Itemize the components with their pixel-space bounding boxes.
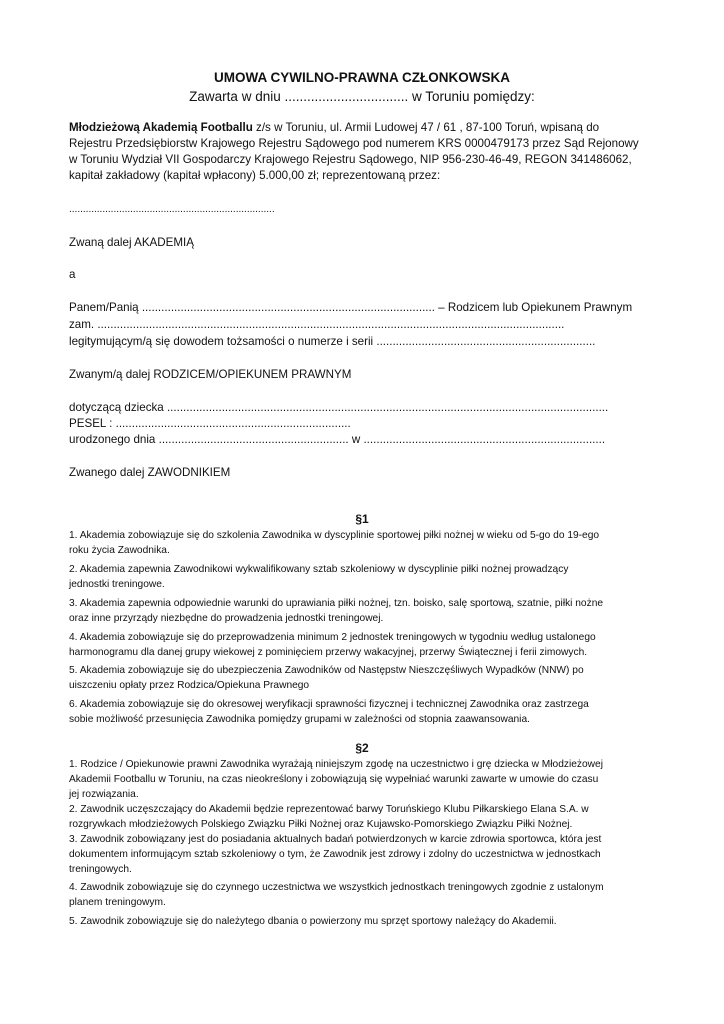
section-2-item-3 — [69, 832, 601, 877]
item-line: 4. Zawodnik zobowiązuje się do czynnego uczestnictwa we wszystkich jednostkach treningowych zgodnie z ustalonym — [69, 882, 604, 893]
item-line: dokumentem informującym sztab szkoleniowy o tym, że Zawodnik jest zdrowy i zdolny do uczestnictwa w jednostkach — [69, 849, 601, 860]
item-line: 3. Zawodnik zobowiązany jest do posiadania aktualnych badań potwierdzonych w karcie zdrowia sportowca, która jest — [69, 834, 602, 845]
player-label: Zwanego dalej ZAWODNIKIEM — [69, 466, 231, 479]
parent-id-line: legitymującym/ą się dowodem tożsamości o numerze i serii .................................................................... — [69, 335, 596, 348]
header-line-1-rest: z/s w Toruniu, ul. Armii Ludowej 47 / 61 , 87-100 Toruń, wpisaną do — [252, 121, 600, 134]
section-1-heading: §1 — [355, 512, 369, 526]
header-line-3: w Toruniu Wydział VII Gospodarczy Krajowego Rejestru Sądowego, NIP 956-230-46-49, REGON 341486062, — [69, 153, 632, 166]
item-line: roku życia Zawodnika. — [69, 545, 170, 556]
section-1-item-2 — [69, 562, 568, 592]
section-1-item-4 — [69, 630, 596, 660]
item-line: 1. Akademia zobowiązuje się do szkolenia Zawodnika w dyscyplinie sportowej piłki nożnej w wieku od 5-go do 19-ego — [69, 530, 600, 541]
item-line: sobie możliwość przesunięcia Zawodnika pomiędzy grupami w zależności od stopnia zaawansowania. — [69, 714, 530, 725]
item-line: treningowych. — [69, 864, 132, 875]
section-2-item-2 — [69, 802, 589, 832]
representative-line: .......................................................................... — [69, 204, 275, 215]
item-line: 6. Akademia zobowiązuje się do okresowej weryfikacji sprawności fizycznej i technicznej Zawodnika oraz zastrzega — [69, 699, 589, 710]
item-line: uiszczeniu opłaty przez Rodzica/Opiekuna Prawnego — [69, 680, 310, 691]
item-line: planem treningowym. — [69, 897, 166, 908]
item-line: 5. Zawodnik zobowiązuje się do należytego dbania o powierzony mu sprzęt sportowy należący do Akademii. — [69, 916, 557, 927]
item-line: 1. Rodzice / Opiekunowie prawni Zawodnika wyrażają niniejszym zgodę na uczestnictwo i grę dziecka w Młodzieżowej — [69, 759, 603, 770]
item-line: harmonogramu dla danej grupy wiekowej z pominięciem przerwy wakacyjnej, przerwy Świątecznej i ferii zimowych. — [69, 647, 588, 658]
item-line: 4. Akademia zobowiązuje się do przeprowadzenia minimum 2 jednostek treningowych w tygodniu według ustalonego — [69, 632, 596, 643]
and-label: a — [69, 268, 76, 281]
item-line: oraz inne przyrządy niezbędne do prowadzenia jednostki treningowej. — [69, 613, 384, 624]
header-line-4: kapitał zakładowy (kapitał wpłacony) 5.000,00 zł; reprezentowaną przez: — [69, 169, 441, 182]
section-2-item-5 — [69, 914, 557, 929]
parent-label: Zwanym/ą dalej RODZICEM/OPIEKUNEM PRAWNYM — [69, 368, 352, 381]
section-1-item-1 — [69, 528, 599, 558]
document-subtitle: Zawarta w dniu ................................. w Toruniu pomiędzy: — [189, 89, 535, 104]
document-title: UMOWA CYWILNO-PRAWNA CZŁONKOWSKA — [214, 70, 510, 85]
parent-address-line: zam. ................................................................................................................................................. — [69, 318, 565, 331]
item-line: 2. Zawodnik uczęszczający do Akademii będzie reprezentować barwy Toruńskiego Klubu Piłkarskiego Elana S.A. w — [69, 804, 589, 815]
academy-label: Zwaną dalej AKADEMIĄ — [69, 236, 195, 249]
item-line: Akademii Footballu w Toruniu, na czas nieokreślony i zobowiązują się wypełniać warunki zawarte w umowie do czasu — [69, 774, 599, 785]
section-1-item-3 — [69, 596, 603, 626]
section-2-item-1 — [69, 757, 603, 802]
header-line-1 — [69, 120, 669, 136]
item-line: jednostki treningowe. — [69, 579, 165, 590]
pesel-line: PESEL : ......................................................................... — [69, 417, 351, 430]
header-line-2: Rejestru Przedsiębiorstw Krajowego Rejestru Sądowego pod numerem KRS 0000479173 przez Sąd Rejonowy — [69, 137, 639, 150]
item-line: 5. Akademia zobowiązuje się do ubezpieczenia Zawodników od Następstw Nieszczęśliwych Wypadków (NNW) po — [69, 665, 584, 676]
item-line: 2. Akademia zapewnia Zawodnikowi wykwalifikowany sztab szkoleniowy w dyscyplinie piłki nożnej prowadzący — [69, 564, 569, 575]
section-2-heading: §2 — [355, 741, 369, 755]
section-1-item-5 — [69, 663, 584, 693]
child-name-line: dotyczącą dziecka ......................................................................................................................................... — [69, 401, 609, 414]
birth-line: urodzonego dnia ........................................................... w ........................................................................... — [69, 433, 606, 446]
section-2-item-4 — [69, 880, 604, 910]
section-1-item-6 — [69, 697, 589, 727]
item-line: jej rozwiązania. — [69, 789, 139, 800]
parent-name-line: Panem/Panią ........................................................................................... – Rodzicem lub Opiekunem Prawnym — [69, 301, 633, 314]
item-line: rozgrywkach młodzieżowych Polskiego Związku Piłki Nożnej oraz Kujawsko-Pomorskiego Związku Piłki Nożnej. — [69, 819, 573, 830]
org-name: Młodzieżową Akademią Footballu — [69, 121, 253, 134]
item-line: 3. Akademia zapewnia odpowiednie warunki do uprawiania piłki nożnej, tzn. boisko, salę sportową, szatnie, piłki nożne — [69, 598, 604, 609]
